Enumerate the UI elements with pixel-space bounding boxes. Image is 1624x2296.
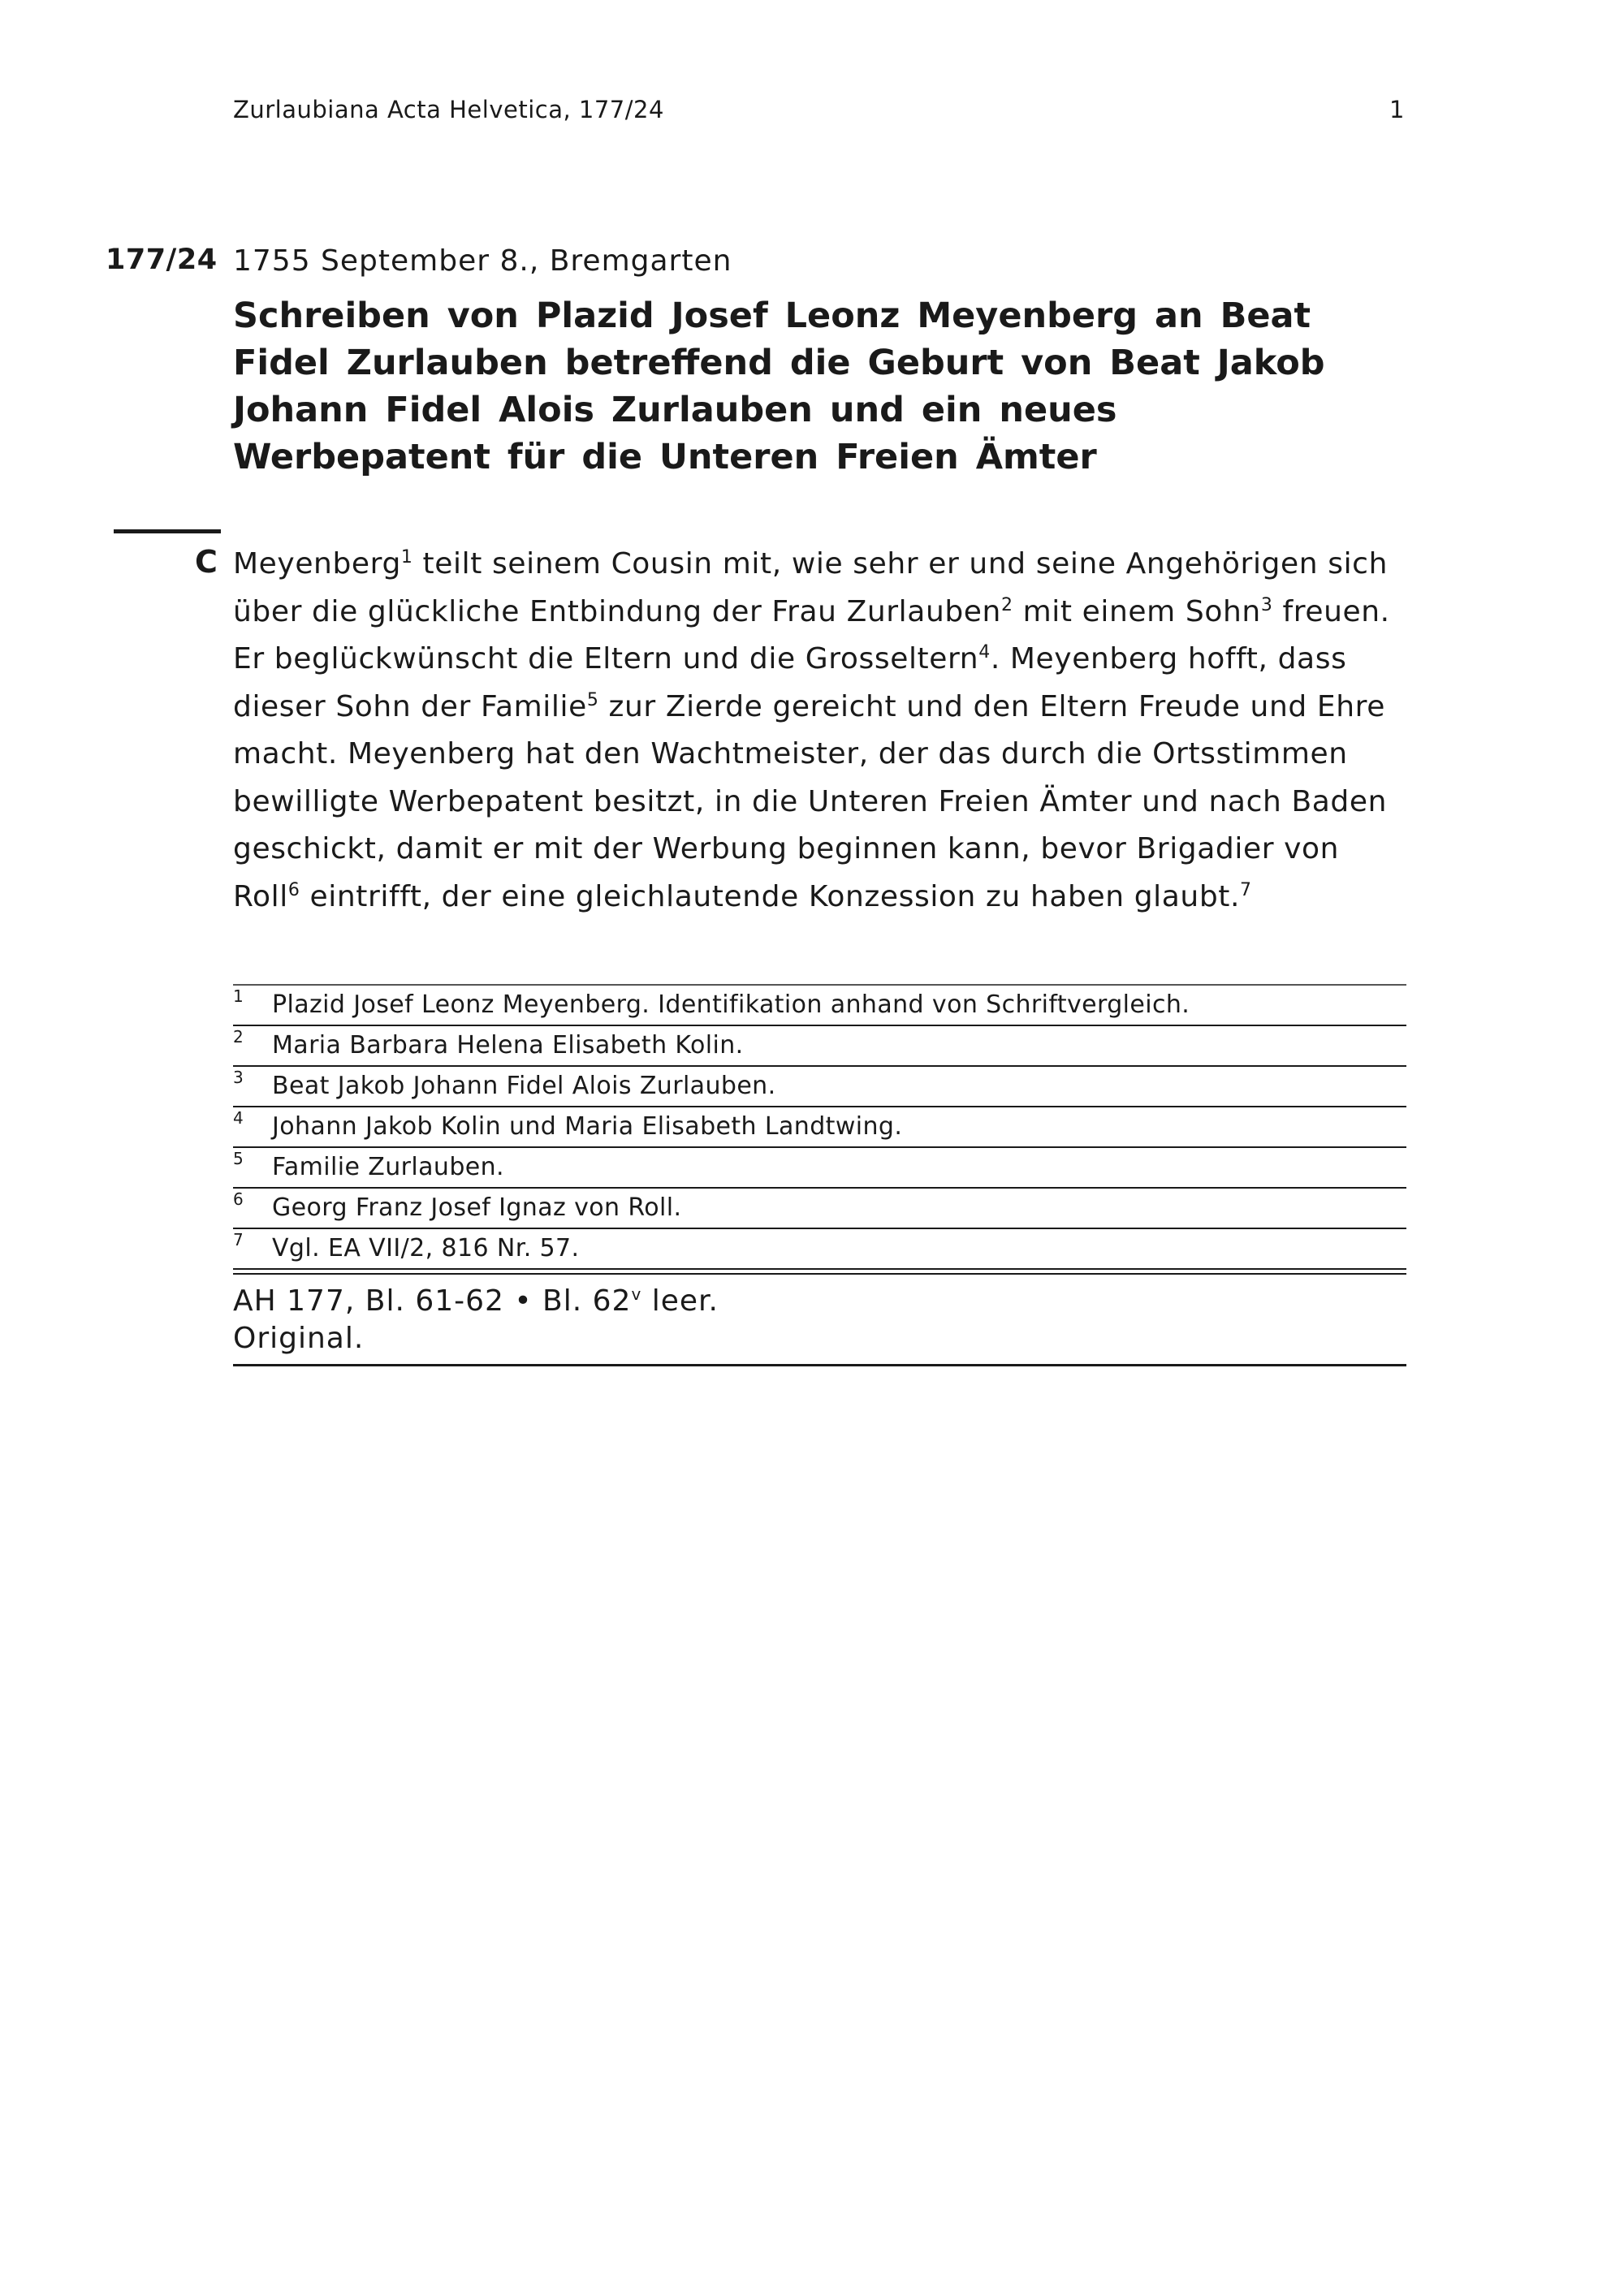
footnote-ref[interactable]: 7 [1240,879,1252,900]
footnote-text: Plazid Josef Leonz Meyenberg. Identifikation anhand von Schriftvergleich. [272,990,1190,1019]
footnote-text: Georg Franz Josef Ignaz von Roll. [272,1193,682,1222]
abstract-segment: Meyenberg [233,547,401,580]
running-head-title: Zurlaubiana Acta Helvetica, 177/24 [233,96,664,123]
abstract-text [233,541,1406,921]
document-date-place: 1755 September 8., Bremgarten [233,244,732,278]
verso-mark: v [631,1284,642,1304]
footnote-text: Johann Jakob Kolin und Maria Elisabeth Landtwing. [272,1112,903,1141]
abstract-segment: freuen. Er beglückwünscht die Eltern und die Grosseltern [233,594,1390,675]
footnote-item [233,1148,1406,1189]
footnote-ref[interactable]: 6 [287,879,300,900]
abstract-segment: mit einem Sohn [1013,594,1261,628]
footnote-text: Beat Jakob Johann Fidel Alois Zurlauben. [272,1072,776,1100]
footnote-number: 3 [233,1068,244,1087]
source-archive-ref: AH 177, Bl. 61-62 • Bl. 62 [233,1284,632,1318]
running-head [233,96,1405,128]
document-number: 177/24 [106,244,218,276]
abstract-marker: C [195,544,218,580]
footnote-item [233,1026,1406,1067]
footnote-text: Maria Barbara Helena Elisabeth Kolin. [272,1031,744,1060]
footnote-number: 1 [233,986,244,1006]
section-rule [114,529,221,533]
footnote-text: Vgl. EA VII/2, 816 Nr. 57. [272,1234,580,1262]
source-archive-note: leer. [641,1284,719,1318]
abstract-segment: teilt seinem Cousin mit, wie sehr er und seine Angehörigen sich über die glückliche Entbindung der Frau Zurlauben [233,547,1388,628]
footnote-ref[interactable]: 5 [586,689,599,710]
document-title: Schreiben von Plazid Josef Leonz Meyenberg an Beat Fidel Zurlauben betreffend die Geburt von Beat Jakob Johann Fidel Alois Zurlauben und ein neues Werbepatent für die Unteren Freien Ämter [233,296,1325,477]
footnote-item [233,1067,1406,1107]
footnote-item [233,986,1406,1026]
footnote-ref[interactable]: 1 [400,547,413,568]
abstract-segment: zur Zierde gereicht und den Eltern Freude und Ehre macht. Meyenberg hat den Wachtmeister, der das durch die Ortsstimmen bewilligte Werbepatent besitzt, in die Unteren Freien Ämter und nach Baden geschickt, damit er mit der Werbung beginnen kann, bevor Brigadier von Roll [233,689,1388,913]
page-number: 1 [1389,96,1405,123]
footnote-ref[interactable]: 3 [1260,594,1273,615]
source-line-type: Original. [233,1322,365,1355]
footnote-ref[interactable]: 2 [1000,594,1013,615]
footnotes-list [233,984,1406,1270]
abstract-segment: eintrifft, der eine gleichlautende Konzession zu haben glaubt. [300,879,1241,913]
footnote-item [233,1107,1406,1148]
abstract-segment: . Meyenberg hofft, dass dieser Sohn der Familie [233,642,1347,723]
source-note [233,1273,1406,1366]
footnote-number: 6 [233,1189,244,1209]
footnote-item [233,1189,1406,1229]
footnote-number: 4 [233,1108,244,1128]
footnote-text: Familie Zurlauben. [272,1153,504,1181]
footnote-ref[interactable]: 4 [978,642,991,662]
footnote-number: 7 [233,1230,244,1249]
footnote-number: 5 [233,1149,244,1168]
footnote-item [233,1229,1406,1270]
source-line-archive [233,1283,1406,1320]
footnote-number: 2 [233,1027,244,1047]
